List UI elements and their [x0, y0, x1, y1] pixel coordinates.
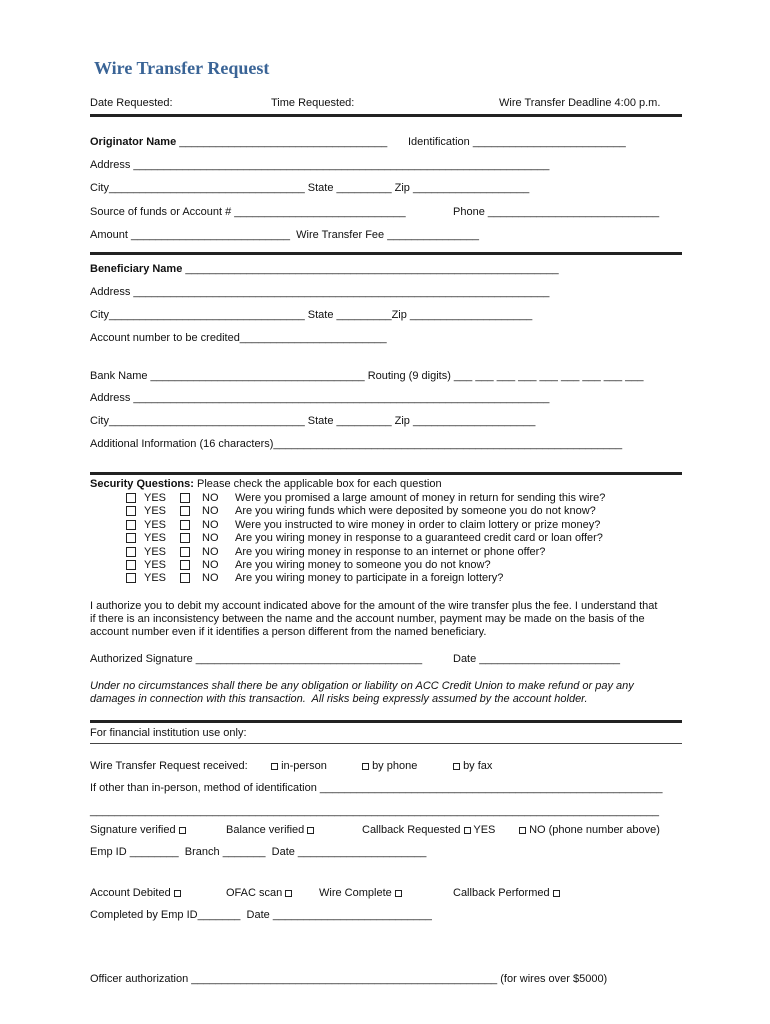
- by-fax-checkbox[interactable]: [453, 763, 460, 770]
- beneficiary-address-field[interactable]: Address ____________________________________________________________________: [90, 286, 550, 298]
- identification-method-continued[interactable]: _____________________________________________________________________________________________: [90, 805, 659, 817]
- callback-no-checkbox[interactable]: [519, 827, 526, 834]
- by-phone-checkbox[interactable]: [362, 763, 369, 770]
- yes-checkbox[interactable]: [126, 520, 136, 530]
- security-heading: [90, 478, 442, 491]
- security-question-text: Are you wiring money to someone you do not know?: [235, 559, 491, 571]
- callback-no-option[interactable]: [519, 824, 660, 837]
- in-person-option[interactable]: [271, 760, 327, 773]
- signature-date-field[interactable]: Date _______________________: [453, 653, 620, 665]
- no-checkbox[interactable]: [180, 560, 190, 570]
- callback-performed-option[interactable]: [453, 887, 560, 900]
- callback-no-label: NO (phone number above): [529, 824, 660, 836]
- disclaimer-line-1: Under no circumstances shall there be any obligation or liability on ACC Credit Union to make refund or pay any: [90, 680, 634, 692]
- beneficiary-name-field[interactable]: [90, 263, 559, 276]
- institution-heading-divider: [90, 743, 682, 744]
- time-requested-label: Time Requested:: [271, 97, 355, 109]
- identification-method-field[interactable]: If other than in-person, method of identification ________________________________________________________: [90, 782, 663, 794]
- by-phone-option[interactable]: [362, 760, 417, 773]
- no-checkbox[interactable]: [180, 506, 190, 516]
- security-instruction: Please check the applicable box for each question: [193, 478, 442, 490]
- callback-performed-checkbox[interactable]: [553, 890, 560, 897]
- authorization-line-3: account number even if it identifies a person different from the named beneficiary.: [90, 626, 487, 638]
- bank-routing-field[interactable]: Bank Name ___________________________________ Routing (9 digits) ___ ___ ___ ___ ___ ___ ___ ___ ___: [90, 370, 644, 382]
- no-checkbox[interactable]: [180, 573, 190, 583]
- callback-requested-label: Callback Requested: [362, 824, 461, 836]
- officer-authorization-field[interactable]: Officer authorization __________________________________________________ (for wires over $5000): [90, 973, 608, 985]
- security-question-text: Are you wiring money in response to a guaranteed credit card or loan offer?: [235, 532, 603, 545]
- account-debited-option[interactable]: [90, 887, 181, 900]
- wire-complete-checkbox[interactable]: [395, 890, 402, 897]
- callback-performed-label: Callback Performed: [453, 887, 550, 899]
- source-of-funds-field[interactable]: Source of funds or Account # ____________________________: [90, 206, 406, 218]
- no-checkbox[interactable]: [180, 533, 190, 543]
- balance-verified-label: Balance verified: [226, 824, 305, 836]
- signature-verified-checkbox[interactable]: [179, 827, 186, 834]
- yes-label: YES: [144, 505, 167, 518]
- balance-verified-checkbox[interactable]: [307, 827, 314, 834]
- originator-city-state-zip-field[interactable]: City________________________________ State _________ Zip ___________________: [90, 182, 530, 194]
- no-checkbox[interactable]: [180, 547, 190, 557]
- authorization-divider: [90, 720, 682, 723]
- institution-heading: For financial institution use only:: [90, 727, 247, 739]
- beneficiary-divider: [90, 472, 682, 475]
- beneficiary-city-state-zip-field[interactable]: City________________________________ State _________Zip ____________________: [90, 309, 533, 321]
- by-fax-option[interactable]: [453, 760, 492, 773]
- phone-field[interactable]: Phone ____________________________: [453, 206, 660, 218]
- by-fax-label: by fax: [463, 760, 493, 772]
- callback-yes-checkbox[interactable]: [464, 827, 471, 834]
- yes-checkbox[interactable]: [126, 573, 136, 583]
- account-debited-checkbox[interactable]: [174, 890, 181, 897]
- yes-label: YES: [144, 545, 167, 558]
- originator-name-line: __________________________________: [176, 136, 388, 148]
- yes-label: YES: [144, 572, 167, 585]
- no-checkbox[interactable]: [180, 493, 190, 503]
- signature-verified-label: Signature verified: [90, 824, 176, 836]
- no-label: NO: [202, 532, 219, 545]
- by-phone-label: by phone: [372, 760, 418, 772]
- emp-branch-date-field[interactable]: Emp ID ________ Branch _______ Date _____________________: [90, 846, 427, 858]
- beneficiary-name-label: Beneficiary Name: [90, 263, 183, 275]
- security-question-text: Were you promised a large amount of money in return for sending this wire?: [235, 492, 606, 504]
- no-label: NO: [202, 572, 219, 585]
- authorized-signature-field[interactable]: Authorized Signature _____________________________________: [90, 653, 423, 665]
- security-question-text: Are you wiring funds which were deposited by someone you do not know?: [235, 505, 596, 518]
- yes-label: YES: [144, 532, 167, 545]
- ofac-scan-checkbox[interactable]: [285, 890, 292, 897]
- wire-complete-option[interactable]: [319, 887, 402, 900]
- ofac-scan-label: OFAC scan: [226, 887, 283, 899]
- account-credited-field[interactable]: Account number to be credited________________________: [90, 332, 387, 344]
- security-question-text: Were you instructed to wire money in order to claim lottery or prize money?: [235, 518, 601, 531]
- originator-divider: [90, 252, 682, 255]
- bank-city-state-zip-field[interactable]: City________________________________ State _________ Zip ____________________: [90, 415, 536, 427]
- signature-verified-option[interactable]: [90, 824, 186, 837]
- no-label: NO: [202, 492, 219, 504]
- completed-by-field[interactable]: Completed by Emp ID_______ Date __________________________: [90, 909, 432, 921]
- balance-verified-option[interactable]: [226, 824, 314, 837]
- no-label: NO: [202, 518, 219, 531]
- yes-label: YES: [144, 518, 167, 531]
- in-person-label: in-person: [281, 760, 327, 772]
- yes-checkbox[interactable]: [126, 493, 136, 503]
- disclaimer-line-2: damages in connection with this transaction. All risks being expressly assumed by the account holder.: [90, 693, 588, 705]
- bank-address-field[interactable]: Address ____________________________________________________________________: [90, 392, 550, 404]
- account-debited-label: Account Debited: [90, 887, 171, 899]
- form-title: Wire Transfer Request: [94, 58, 270, 78]
- header-divider: [90, 114, 682, 117]
- in-person-checkbox[interactable]: [271, 763, 278, 770]
- yes-label: YES: [144, 559, 167, 571]
- originator-address-field[interactable]: Address ____________________________________________________________________: [90, 159, 550, 171]
- callback-yes-label: YES: [473, 824, 496, 836]
- amount-fee-field[interactable]: Amount __________________________ Wire Transfer Fee _______________: [90, 229, 479, 241]
- additional-info-field[interactable]: Additional Information (16 characters)_________________________________________________________: [90, 438, 623, 450]
- yes-checkbox[interactable]: [126, 547, 136, 557]
- security-question-text: Are you wiring money to participate in a foreign lottery?: [235, 572, 504, 585]
- no-label: NO: [202, 559, 219, 571]
- yes-checkbox[interactable]: [126, 560, 136, 570]
- security-title: Security Questions:: [90, 478, 194, 490]
- no-label: NO: [202, 545, 219, 558]
- originator-name-label: Originator Name: [90, 136, 177, 148]
- yes-label: YES: [144, 492, 167, 504]
- callback-requested-option[interactable]: [362, 824, 495, 837]
- identification-field[interactable]: Identification _________________________: [408, 136, 626, 148]
- ofac-scan-option[interactable]: [226, 887, 292, 900]
- yes-checkbox[interactable]: [126, 533, 136, 543]
- no-checkbox[interactable]: [180, 520, 190, 530]
- wire-complete-label: Wire Complete: [319, 887, 392, 899]
- request-received-label: Wire Transfer Request received:: [90, 760, 248, 772]
- originator-name-field[interactable]: [90, 136, 387, 149]
- security-question-text: Are you wiring money in response to an internet or phone offer?: [235, 545, 546, 558]
- no-label: NO: [202, 505, 219, 518]
- authorization-line-2: if there is an inconsistency between the name and the account number, payment may be made on the basis of the: [90, 613, 645, 625]
- authorization-line-1: I authorize you to debit my account indicated above for the amount of the wire transfer plus the fee. I understand that: [90, 600, 658, 612]
- yes-checkbox[interactable]: [126, 506, 136, 516]
- date-requested-label: Date Requested:: [90, 97, 173, 109]
- beneficiary-name-line: _____________________________________________________________: [182, 263, 559, 275]
- deadline-label: Wire Transfer Deadline 4:00 p.m.: [499, 97, 661, 109]
